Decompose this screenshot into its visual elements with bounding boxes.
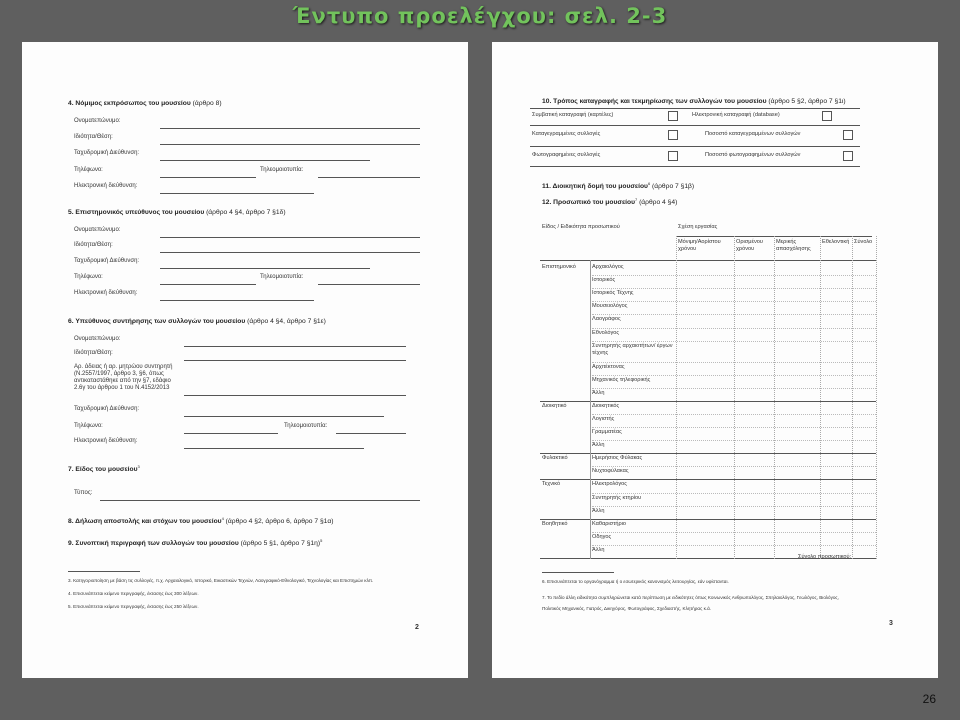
staff-col-permanent: Μόνιμη/Αορίστου χρόνου <box>678 239 721 252</box>
staff-item: Γραμματέας <box>592 429 622 436</box>
staff-col-kind: Είδος / Ειδικότητα προσωπικού <box>542 224 620 230</box>
sec8-heading: 8. Δήλωση αποστολής και στόχων του μουσείου$^4$ (άρθρο 4 §2, άρθρο 6, άρθρο 7 §1α) <box>68 516 334 526</box>
staff-item: Ιστορικός Τέχνης <box>592 290 634 297</box>
sec10-checkbox-3[interactable] <box>668 130 678 140</box>
sec11-heading: 11. Διοικητική δομή του μουσείου$^6$ (άρθρο 7 §1β) <box>542 181 695 191</box>
footnote-7: 7. Το πεδίο άλλη ειδικότητα συμπληρώνεται κατά περίπτωση με ειδικότητες όπως Κοινωνικός Ανθρωπολόγος, Σπηλαιολόγος, Γεωλόγος, Βιολόγος, <box>542 595 839 600</box>
staff-item: Συντηρητής κτηρίου <box>592 494 642 501</box>
document-page-right <box>492 42 938 678</box>
sec10-checkbox-1[interactable] <box>668 111 678 121</box>
sec4-heading: 4. Νόμιμος εκπρόσωπος του μουσείου (άρθρο 8) <box>68 100 222 107</box>
staff-item: Οδηγος <box>592 533 612 540</box>
staff-item: Αρχιτέκτονας <box>592 363 625 370</box>
sec10-row3-left: Φωτογραφημένες συλλογές <box>532 152 601 158</box>
sec6-registry-label: Αρ. άδειας ή αρ. μητρώου συντηρητή (Ν.2557/1997, άρθρο 3, §6, όπως αντικαταστάθηκε από την §7, εδάφιο 2.6γ του άρθρου 1 του Ν.4152/2013 <box>74 364 173 391</box>
staff-item: Νυχτοφύλακας <box>592 468 629 475</box>
sec9-heading: 9. Συνοπτική περιγραφή των συλλογών του μουσείου (άρθρο 5 §1, άρθρο 7 §1η)$^5$ <box>68 538 323 548</box>
staff-group-label: Διοικητικό <box>542 402 567 409</box>
staff-col-total: Σύνολο <box>854 239 873 245</box>
sec10-row1-right: Ηλεκτρονική καταγραφή (database) <box>692 112 780 118</box>
staff-item: Καθαριστήριο <box>592 520 626 527</box>
staff-item: Άλλη <box>592 389 605 396</box>
sec6-field-phone: Τηλέφωνο: <box>74 423 103 429</box>
sec10-row3-right: Ποσοστό φωτογραφημένων συλλογών <box>705 152 801 158</box>
sec12-heading: 12. Προσωπικό του μουσείου$^7$ (άρθρο 4 §4) <box>542 197 678 207</box>
sec6-field-fax: Τηλεομοιοτυπία: <box>284 423 328 429</box>
sec10-heading: 10. Τρόπος καταγραφής και τεκμηρίωσης των συλλογών του μουσείου (άρθρο 5 §2, άρθρο 7 §1ι) <box>542 98 846 105</box>
document-page-left <box>22 42 468 678</box>
sec6-heading: 6. Υπεύθυνος συντήρησης των συλλογών του μουσείου (άρθρο 4 §4, άρθρο 7 §1ε) <box>68 318 326 325</box>
sec10-checkbox-2[interactable] <box>822 111 832 121</box>
sec10-row1-left: Συμβατική καταγραφή (καρτέλες) <box>532 112 614 118</box>
sec5-field-name: Ονοματεπώνυμο: <box>74 227 121 233</box>
sec5-field-address: Ταχυδρομική Διεύθυνση: <box>74 258 140 264</box>
sec6-field-email: Ηλεκτρονική διεύθυνση: <box>74 438 138 444</box>
sec4-field-phone: Τηλέφωνο: <box>74 167 103 173</box>
sec6-field-name: Ονοματεπώνυμο: <box>74 336 121 342</box>
staff-group-label: Επιστημονικό <box>542 264 576 270</box>
staff-item: Ηλεκτρολόγος <box>592 481 627 488</box>
staff-item: Συντηρητής αρχαιοτήτων/ έργων τέχνης <box>592 342 673 356</box>
sec10-row2-right: Ποσοστό καταγεγραμμένων συλλογών <box>705 131 801 137</box>
footnote-6: 6. Επισυνάπτεται το οργανόγραμμα ή ο εσωτερικός κανονισμός λειτουργίας, εάν υφίστανται. <box>542 579 729 584</box>
footnote-7-cont: Πολιτικός Μηχανικός, Γιατρός, Δικηγόρος, Φωτογράφος, Σχεδιαστής, Κλητήρας κ.ά. <box>542 606 712 611</box>
staff-group-label: Φυλακτικό <box>542 455 568 462</box>
page-number-left: 2 <box>415 624 419 631</box>
staff-group-label: Βοηθητικό <box>542 520 568 527</box>
staff-item: Διοικητικός <box>592 402 620 409</box>
staff-col-parttime: Μερικής απασχόλησης <box>776 239 811 252</box>
footnote-5: 5. Επισυνάπτεται κείμενο περιγραφής, έκτασης έως 250 λέξεων. <box>68 604 199 609</box>
staff-item: Άλλη <box>592 546 605 553</box>
staff-item: Λογιστής <box>592 415 615 422</box>
staff-item: Μηχανικός τηλεφορικής <box>592 376 651 383</box>
sec7-heading: 7. Είδος του μουσείου$^3$ <box>68 464 140 474</box>
sec6-field-role: Ιδιότητα/Θέση: <box>74 350 113 356</box>
staff-col-relation: Σχέση εργασίας <box>678 224 718 230</box>
footnote-4: 4. Επισυνάπτεται κείμενο περιγραφής, έκτασης έως 300 λέξεων. <box>68 591 199 596</box>
staff-item: Άλλη <box>592 442 605 449</box>
sec7-type-label: Τύπος: <box>74 490 93 496</box>
sec4-field-email: Ηλεκτρονική διεύθυνση: <box>74 183 138 189</box>
sec10-checkbox-6[interactable] <box>843 151 853 161</box>
sec5-field-email: Ηλεκτρονική διεύθυνση: <box>74 290 138 296</box>
sec6-field-address: Ταχυδρομική Διεύθυνση: <box>74 406 140 412</box>
sec10-row2-left: Καταγεγραμμένες συλλογές <box>532 131 601 137</box>
staff-group-label: Τεχνικό <box>542 481 561 488</box>
staff-item: Ιστορικός <box>592 277 616 284</box>
staff-item: Άλλη <box>592 507 605 514</box>
staff-total-label: Σύνολο προσωπικού: <box>798 554 852 560</box>
footnote-3: 3. Κατηγοριοποίηση με βάση τις συλλογές, π.χ. Αρχαιολογικό, Ιστορικό, Εικαστικών Τεχνών, Λαογραφικό-Εθνολογικό, Τεχνολογίας και Επιστημών κλπ. <box>68 578 374 583</box>
staff-item: Αρχαιολόγος <box>592 264 624 270</box>
staff-item: Λαογράφος <box>592 316 621 323</box>
sec5-field-phone: Τηλέφωνο: <box>74 274 103 280</box>
sec4-field-name: Ονοματεπώνυμο: <box>74 118 121 124</box>
sec4-field-fax: Τηλεομοιοτυπία: <box>260 167 304 173</box>
sec4-field-role: Ιδιότητα/Θέση: <box>74 134 113 140</box>
staff-col-volunteer: Εθελοντική <box>822 239 850 245</box>
staff-item: Μουσειολόγος <box>592 303 628 310</box>
slide-number: 26 <box>922 692 936 706</box>
slide-title: Έντυπο προελέγχου: σελ. 2-3 <box>292 4 668 28</box>
page-number-right: 3 <box>889 620 893 627</box>
staff-item: Εθνολόγος <box>592 329 620 336</box>
sec10-checkbox-5[interactable] <box>668 151 678 161</box>
sec5-field-role: Ιδιότητα/Θέση: <box>74 242 113 248</box>
sec4-field-address: Ταχυδρομική Διεύθυνση: <box>74 150 140 156</box>
staff-item: Ημερήσιος Φύλακας <box>592 455 643 462</box>
sec10-checkbox-4[interactable] <box>843 130 853 140</box>
staff-col-fixed: Ορισμένου χρόνου <box>736 239 763 252</box>
sec5-heading: 5. Επιστημονικός υπεύθυνος του μουσείου (άρθρο 4 §4, άρθρο 7 §1δ) <box>68 209 286 216</box>
sec5-field-fax: Τηλεομοιοτυπία: <box>260 274 304 280</box>
